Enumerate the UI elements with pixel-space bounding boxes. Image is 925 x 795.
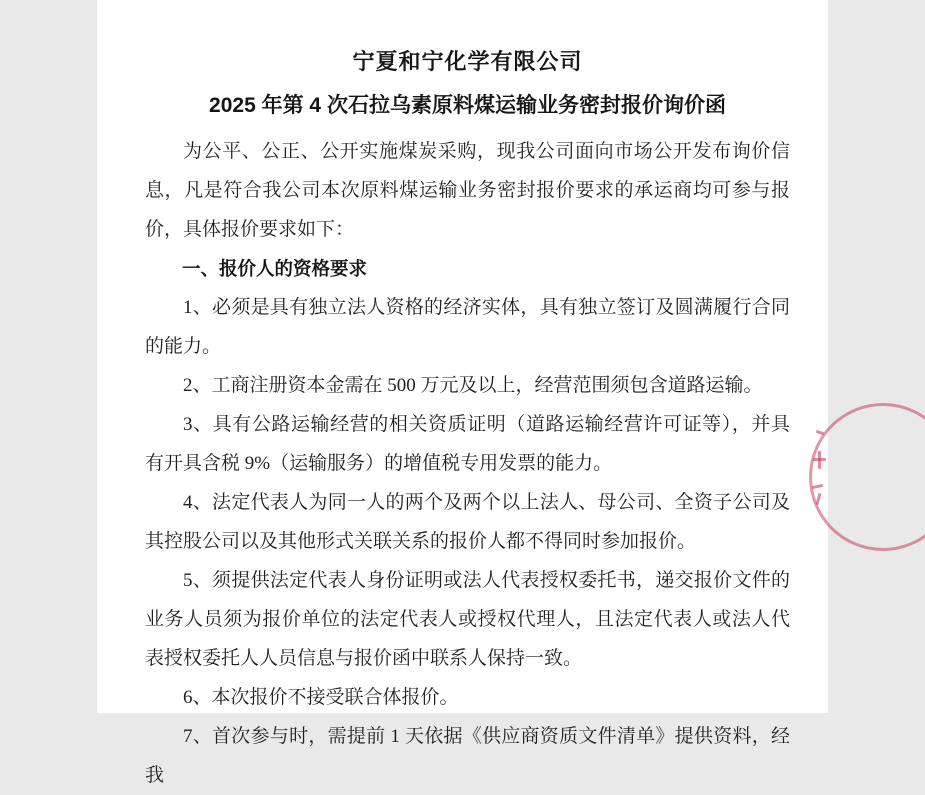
seal-glyph-fragment <box>816 430 825 435</box>
document-subtitle: 2025 年第 4 次石拉乌素原料煤运输业务密封报价询价函 <box>209 94 726 117</box>
document-body <box>145 132 790 795</box>
section-heading-qualifications: 一、报价人的资格要求 <box>182 258 368 279</box>
seal-glyph-fragment <box>813 458 826 461</box>
document-page <box>97 0 828 786</box>
intro-paragraph: 为公平、公正、公开实施煤炭采购，现我公司面向市场公开发布询价信息，凡是符合我公司本次原料煤运输业务密封报价要求的承运商均可参与报价，具体报价要求如下： <box>145 141 790 240</box>
seal-glyph-fragment <box>812 484 823 489</box>
requirement-item-2: 2、工商注册资本金需在 500 万元及以上，经营范围须包含道路运输。 <box>183 375 763 396</box>
requirement-item-5: 5、须提供法定代表人身份证明或法人代表授权委托书，递交报价文件的业务人员须为报价单位的法定代表人或授权代理人，且法定代表人或法人代表授权委托人人员信息与报价函中联系人保持一致。 <box>145 570 790 669</box>
requirement-item-3: 3、具有公路运输经营的相关资质证明（道路运输经营许可证等），并具有开具含税 9%（运输服务）的增值税专用发票的能力。 <box>145 414 790 474</box>
red-seal-stamp <box>809 403 925 551</box>
requirement-item-7: 7、首次参与时，需提前 1 天依据《供应商资质文件清单》提供资料，经我 <box>145 726 790 786</box>
seal-glyph-fragment <box>818 451 821 469</box>
seal-circle-icon <box>809 403 925 551</box>
company-title: 宁夏和宁化学有限公司 <box>352 49 583 74</box>
seal-glyph-fragment <box>815 493 821 505</box>
requirement-item-1: 1、必须是具有独立法人资格的经济实体，具有独立签订及圆满履行合同的能力。 <box>145 297 790 357</box>
requirement-item-6: 6、本次报价不接受联合体报价。 <box>183 687 459 708</box>
requirement-item-4: 4、法定代表人为同一人的两个及两个以上法人、母公司、全资子公司及其控股公司以及其他形式关联关系的报价人都不得同时参加报价。 <box>145 492 790 552</box>
